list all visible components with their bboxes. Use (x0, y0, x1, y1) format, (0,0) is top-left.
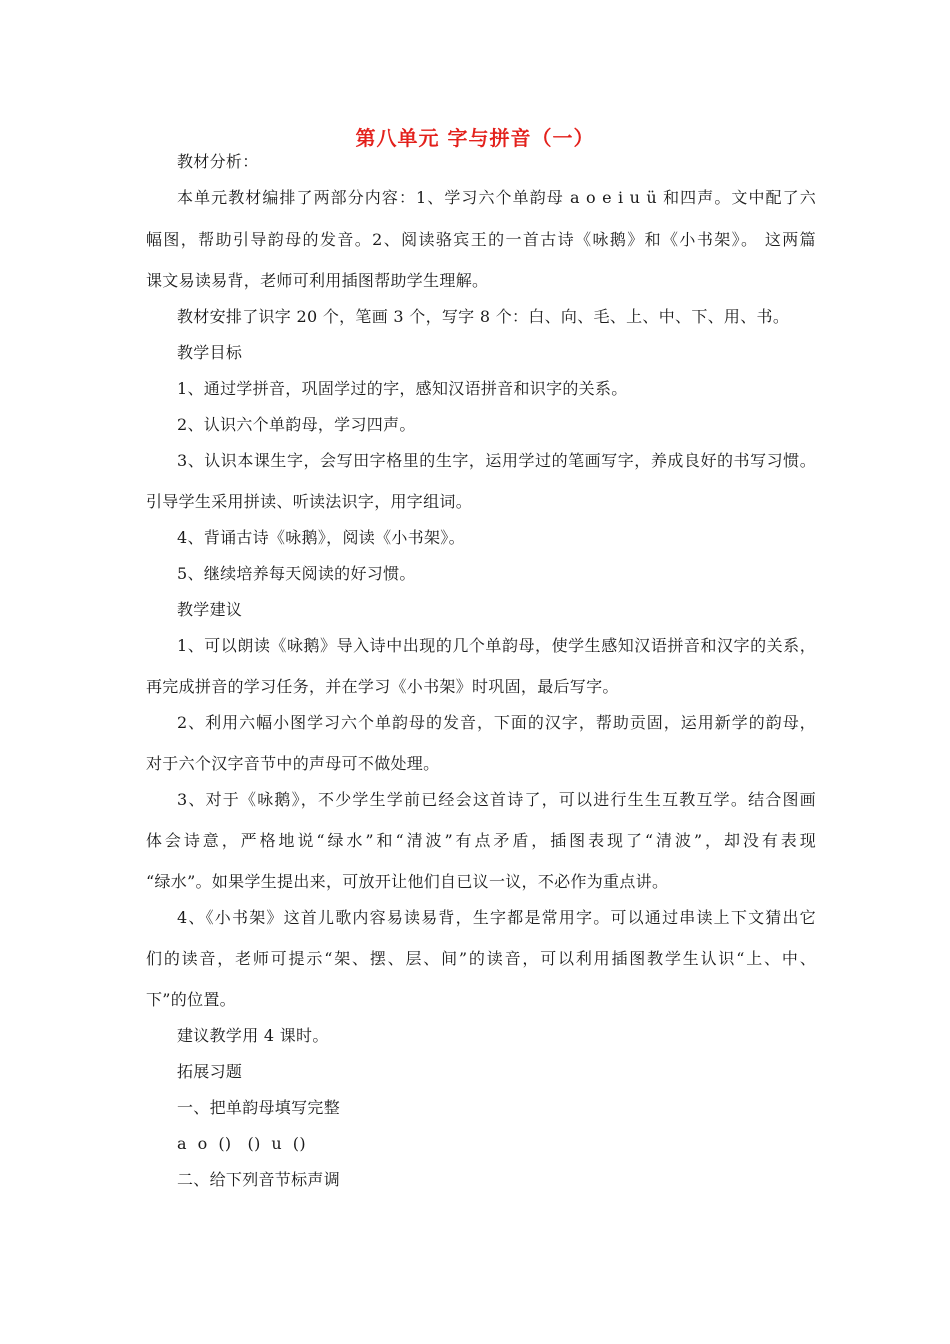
document-title: 第八单元 字与拼音（一） (355, 126, 595, 150)
section-heading-exercises: 拓展习题 (177, 1062, 243, 1081)
section-heading-material-analysis: 教材分析： (177, 152, 259, 171)
section-heading-teaching-goals: 教学目标 (177, 343, 243, 362)
list-item: 3、对于《咏鹅》，不少学生学前已经会这首诗了，可以进行生生互教互学。结合图画 (177, 790, 816, 809)
paragraph-line: 引导学生采用拼读、听读法识字，用字组词。 (146, 492, 473, 511)
list-item: 4、背诵古诗《咏鹅》，阅读《小书架》。 (177, 528, 465, 547)
list-item: 1、通过学拼音，巩固学过的字，感知汉语拼音和识字的关系。 (177, 379, 628, 398)
list-item: 1、可以朗读《咏鹅》导入诗中出现的几个单韵母，使学生感知汉语拼音和汉字的关系， (177, 636, 816, 655)
paragraph-line: 再完成拼音的学习任务，并在学习《小书架》时巩固，最后写字。 (146, 677, 619, 696)
paragraph-line: 下”的位置。 (146, 990, 236, 1009)
paragraph-line: 幅图，帮助引导韵母的发音。2、阅读骆宾王的一首古诗《咏鹅》和《小书架》。 这两篇 (146, 230, 816, 249)
section-heading-teaching-suggestions: 教学建议 (177, 600, 243, 619)
paragraph-line: 本单元教材编排了两部分内容：1、学习六个单韵母 a o e i u ü 和四声。文中配了六 (177, 188, 816, 207)
list-item: 2、认识六个单韵母，学习四声。 (177, 415, 416, 434)
exercise-item: 二、给下列音节标声调 (177, 1170, 341, 1189)
paragraph-line: 教材安排了识字 20 个，笔画 3 个，写字 8 个：白、向、毛、上、中、下、用、书。 (177, 307, 790, 326)
list-item: 5、继续培养每天阅读的好习惯。 (177, 564, 416, 583)
list-item: 2、利用六幅小图学习六个单韵母的发音，下面的汉字，帮助贡固，运用新学的韵母， (177, 713, 816, 732)
paragraph-line: “绿水”。如果学生提出来，可放开让他们自已议一议，不必作为重点讲。 (146, 872, 669, 891)
paragraph-line: 们的读音，老师可提示“架、摆、层、间”的读音，可以利用插图教学生认识“上、中、 (146, 949, 816, 968)
list-item: 3、认识本课生字，会写田字格里的生字，运用学过的笔画写字，养成良好的书写习惯。 (177, 451, 816, 470)
list-item: 4、《小书架》这首儿歌内容易读易背，生字都是常用字。可以通过串读上下文猜出它 (177, 908, 816, 927)
exercise-item: 一、把单韵母填写完整 (177, 1098, 341, 1117)
paragraph-line: 对于六个汉字音节中的声母可不做处理。 (146, 754, 440, 773)
paragraph-line: 建议教学用 4 课时。 (177, 1026, 329, 1045)
paragraph-line: 课文易读易背，老师可利用插图帮助学生理解。 (146, 271, 489, 290)
exercise-blanks: a o () () u () (177, 1134, 306, 1153)
paragraph-line: 体会诗意，严格地说“绿水”和“清波”有点矛盾，插图表现了“清波”，却没有表现 (146, 831, 816, 850)
